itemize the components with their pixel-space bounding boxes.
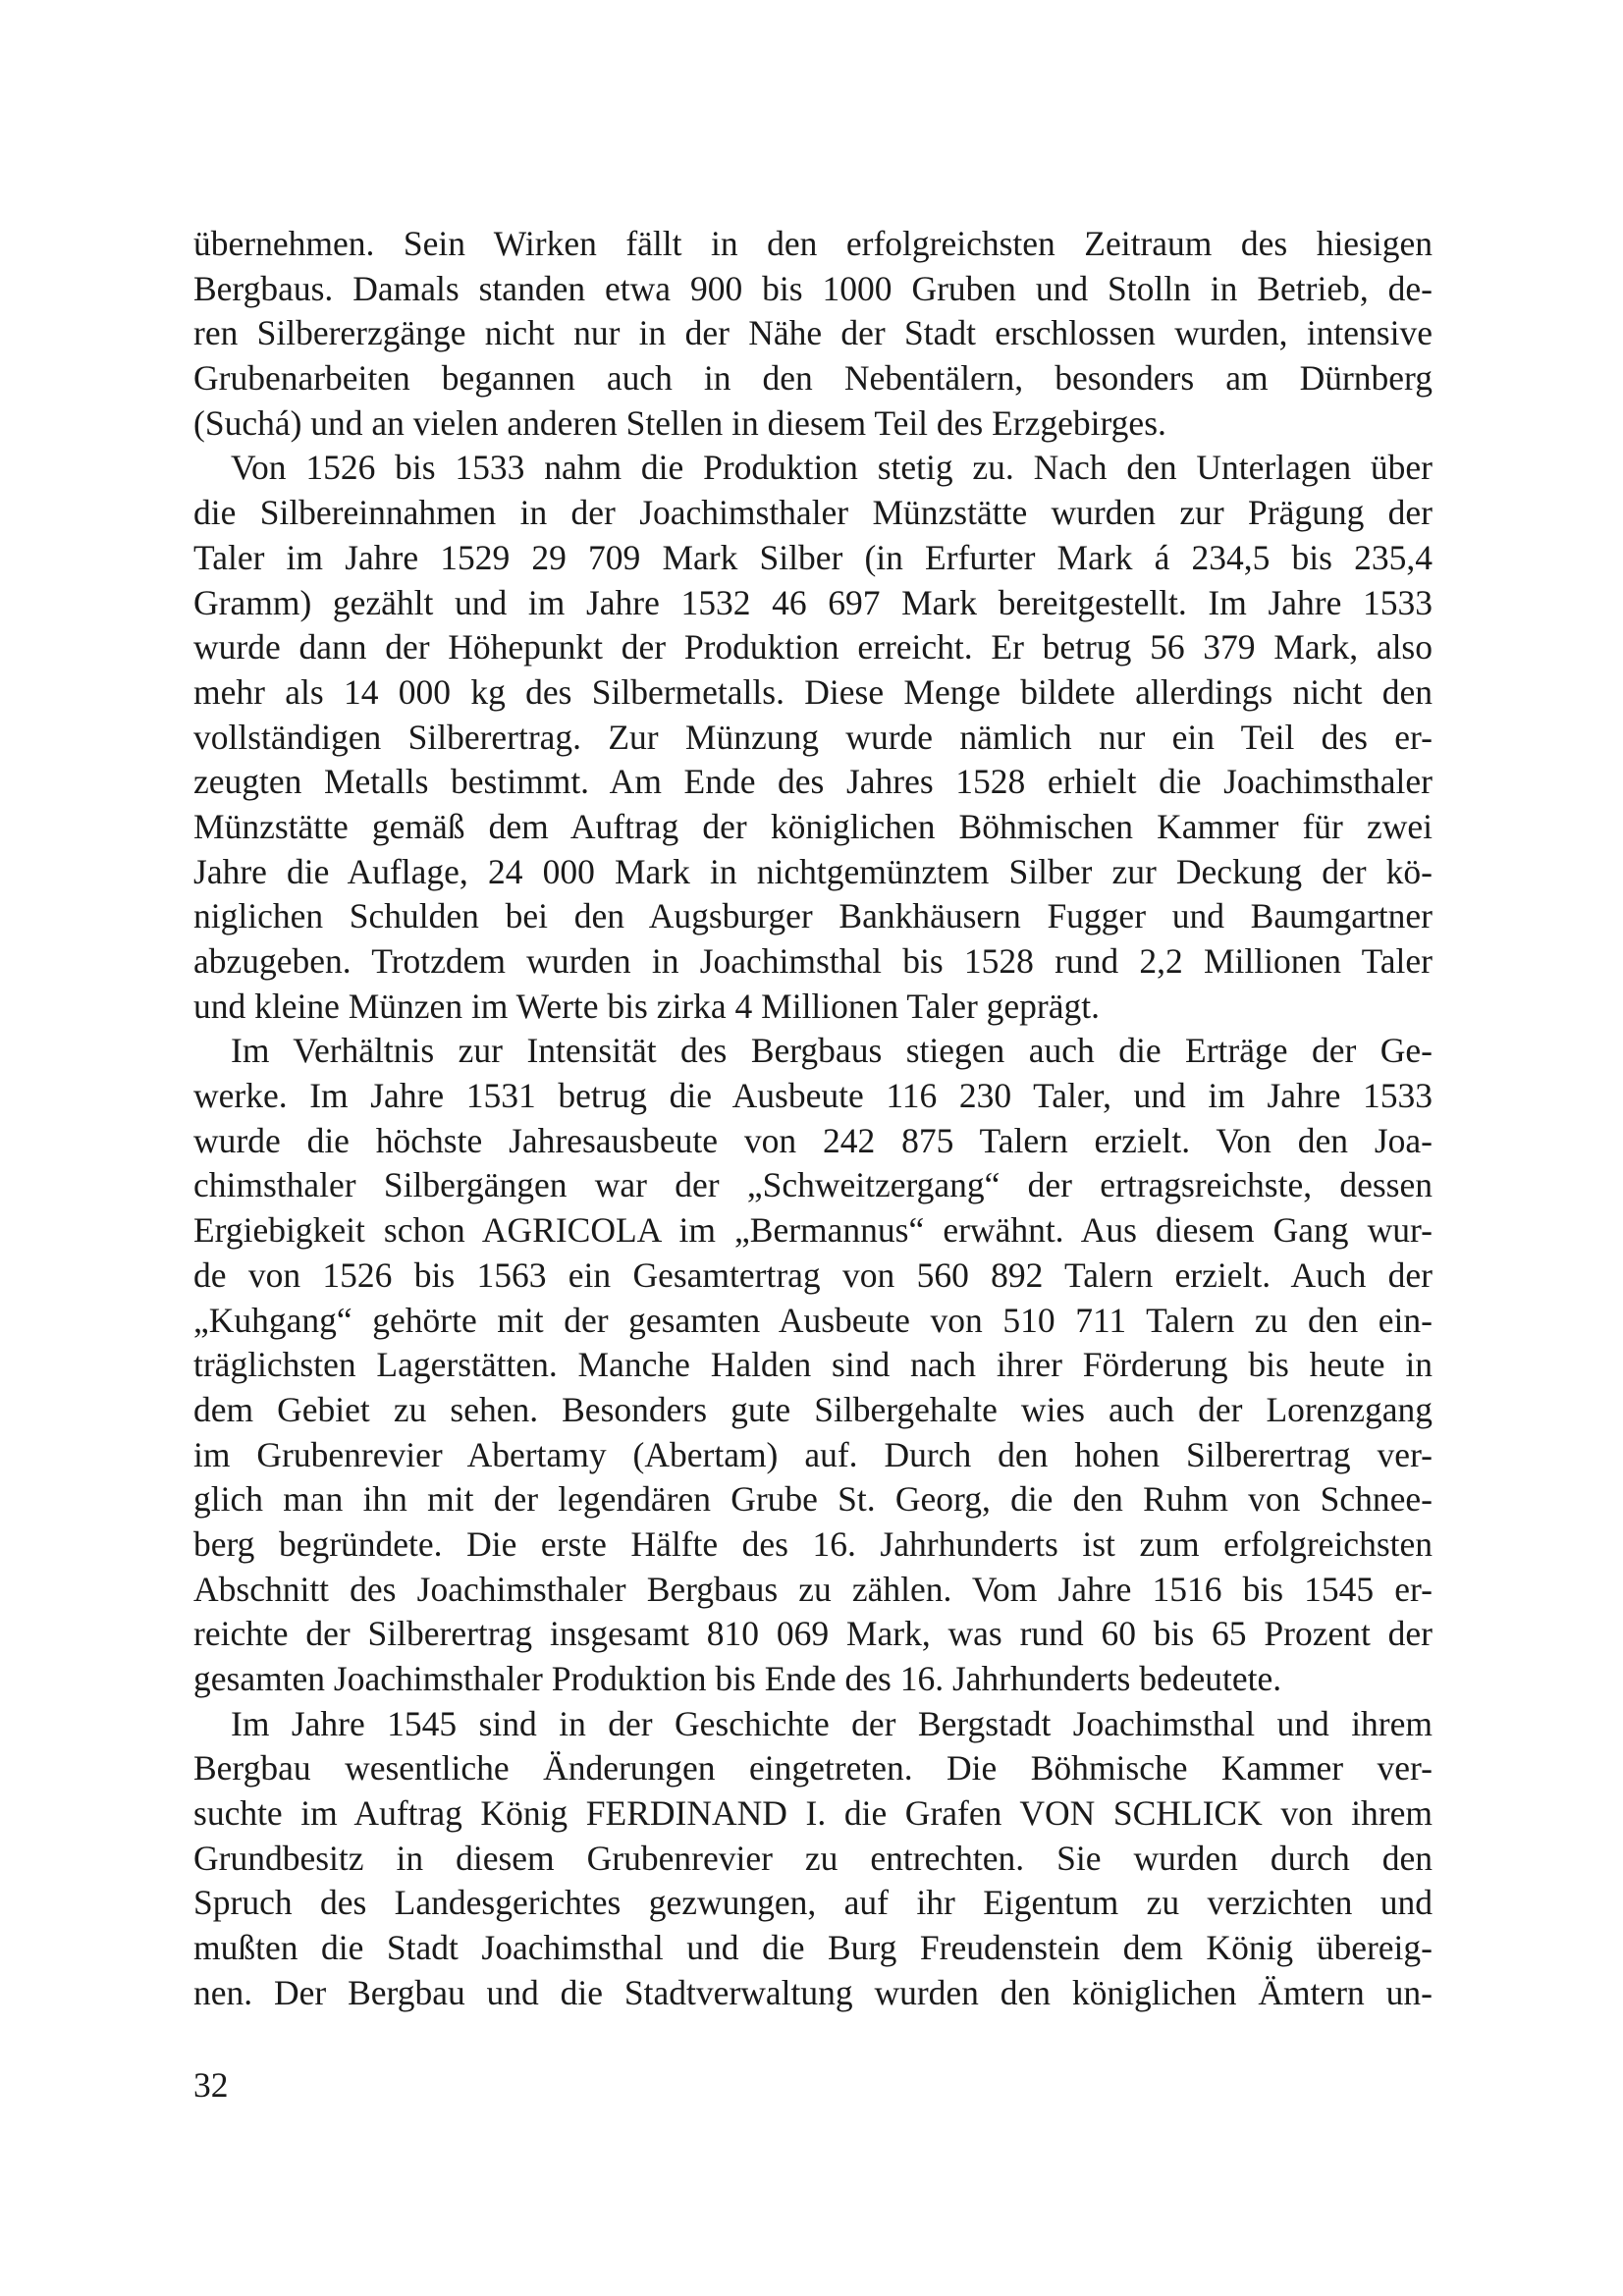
text-line: werke. Im Jahre 1531 betrug die Ausbeute 116 230 Taler, und im Jahre 1533 [193, 1076, 1433, 1116]
text-line: niglichen Schulden bei den Augsburger Bankhäusern Fugger und Baumgartner [193, 896, 1433, 936]
text-line: zeugten Metalls bestimmt. Am Ende des Jahres 1528 erhielt die Joachimsthaler [193, 762, 1433, 802]
text-line: Grubenarbeiten begannen auch in den Nebentälern, besonders am Dürnberg [193, 358, 1433, 399]
page-number: 32 [193, 2065, 229, 2105]
text-line: (Suchá) und an vielen anderen Stellen in diesem Teil des Erzgebirges. [193, 402, 1166, 443]
text-line: chimsthaler Silbergängen war der „Schweitzergang“ der ertragsreichste, dessen [193, 1165, 1433, 1205]
text-line: „Kuhgang“ gehörte mit der gesamten Ausbeute von 510 711 Talern zu den ein- [193, 1300, 1433, 1340]
text-line: gesamten Joachimsthaler Produktion bis Ende des 16. Jahrhunderts bedeutete. [193, 1659, 1282, 1698]
text-line: suchte im Auftrag König FERDINAND I. die Grafen VON SCHLICK von ihrem [193, 1793, 1433, 1834]
text-line: abzugeben. Trotzdem wurden in Joachimsthal bis 1528 rund 2,2 Millionen Taler [193, 941, 1433, 981]
text-line: und kleine Münzen im Werte bis zirka 4 Millionen Taler geprägt. [193, 986, 1100, 1026]
text-line: vollständigen Silberertrag. Zur Münzung wurde nämlich nur ein Teil des er- [193, 717, 1433, 757]
text-line: Grundbesitz in diesem Grubenrevier zu entrechten. Sie wurden durch den [193, 1838, 1433, 1878]
text-line: de von 1526 bis 1563 ein Gesamtertrag von 560 892 Talern erzielt. Auch der [193, 1255, 1433, 1295]
text-line: Taler im Jahre 1529 29 709 Mark Silber (in Erfurter Mark á 234,5 bis 235,4 [193, 537, 1433, 577]
text-line: Bergbaus. Damals standen etwa 900 bis 1000 Gruben und Stolln in Betrieb, de- [193, 268, 1433, 308]
text-line: Von 1526 bis 1533 nahm die Produktion stetig zu. Nach den Unterlagen über [231, 448, 1433, 488]
text-line: Spruch des Landesgerichtes gezwungen, auf ihr Eigentum zu verzichten und [193, 1883, 1433, 1923]
text-line: Jahre die Auflage, 24 000 Mark in nichtgemünztem Silber zur Deckung der kö- [193, 851, 1433, 891]
text-line: Bergbau wesentliche Änderungen eingetreten. Die Böhmische Kammer ver- [193, 1748, 1433, 1789]
text-line: Münzstätte gemäß dem Auftrag der königlichen Böhmischen Kammer für zwei [193, 806, 1433, 846]
text-line: übernehmen. Sein Wirken fällt in den erfolgreichsten Zeitraum des hiesigen [193, 224, 1433, 263]
text-line: berg begründete. Die erste Hälfte des 16. Jahrhunderts ist zum erfolgreichsten [193, 1523, 1433, 1564]
text-line: Im Verhältnis zur Intensität des Bergbaus stiegen auch die Erträge der Ge- [231, 1031, 1433, 1071]
text-line: Ergiebigkeit schon AGRICOLA im „Bermannus“ erwähnt. Aus diesem Gang wur- [193, 1210, 1433, 1251]
text-line: reichte der Silberertrag insgesamt 810 069 Mark, was rund 60 bis 65 Prozent der [193, 1614, 1433, 1654]
text-line: mehr als 14 000 kg des Silbermetalls. Diese Menge bildete allerdings nicht den [193, 671, 1433, 712]
text-line: mußten die Stadt Joachimsthal und die Burg Freudenstein dem König übereig- [193, 1928, 1433, 1968]
text-line: die Silbereinnahmen in der Joachimsthaler Münzstätte wurden zur Prägung der [193, 493, 1433, 533]
body-text [193, 222, 1433, 2016]
text-line: nen. Der Bergbau und die Stadtverwaltung wurden den königlichen Ämtern un- [193, 1972, 1433, 2012]
text-line: wurde die höchste Jahresausbeute von 242 875 Talern erzielt. Von den Joa- [193, 1120, 1433, 1160]
text-line: Abschnitt des Joachimsthaler Bergbaus zu zählen. Vom Jahre 1516 bis 1545 er- [193, 1569, 1433, 1609]
text-line: dem Gebiet zu sehen. Besonders gute Silbergehalte wies auch der Lorenzgang [193, 1389, 1433, 1429]
text-line: Gramm) gezählt und im Jahre 1532 46 697 Mark bereitgestellt. Im Jahre 1533 [193, 582, 1433, 622]
text-line: träglichsten Lagerstätten. Manche Halden sind nach ihrer Förderung bis heute in [193, 1345, 1433, 1385]
text-line: Im Jahre 1545 sind in der Geschichte der Bergstadt Joachimsthal und ihrem [231, 1703, 1433, 1743]
text-line: glich man ihn mit der legendären Grube St. Georg, die den Ruhm von Schnee- [193, 1479, 1433, 1520]
text-line: wurde dann der Höhepunkt der Produktion erreicht. Er betrug 56 379 Mark, also [193, 627, 1433, 667]
text-line: ren Silbererzgänge nicht nur in der Nähe der Stadt erschlossen wurden, intensive [193, 313, 1433, 353]
text-line: im Grubenrevier Abertamy (Abertam) auf. Durch den hohen Silberertrag ver- [193, 1434, 1433, 1474]
